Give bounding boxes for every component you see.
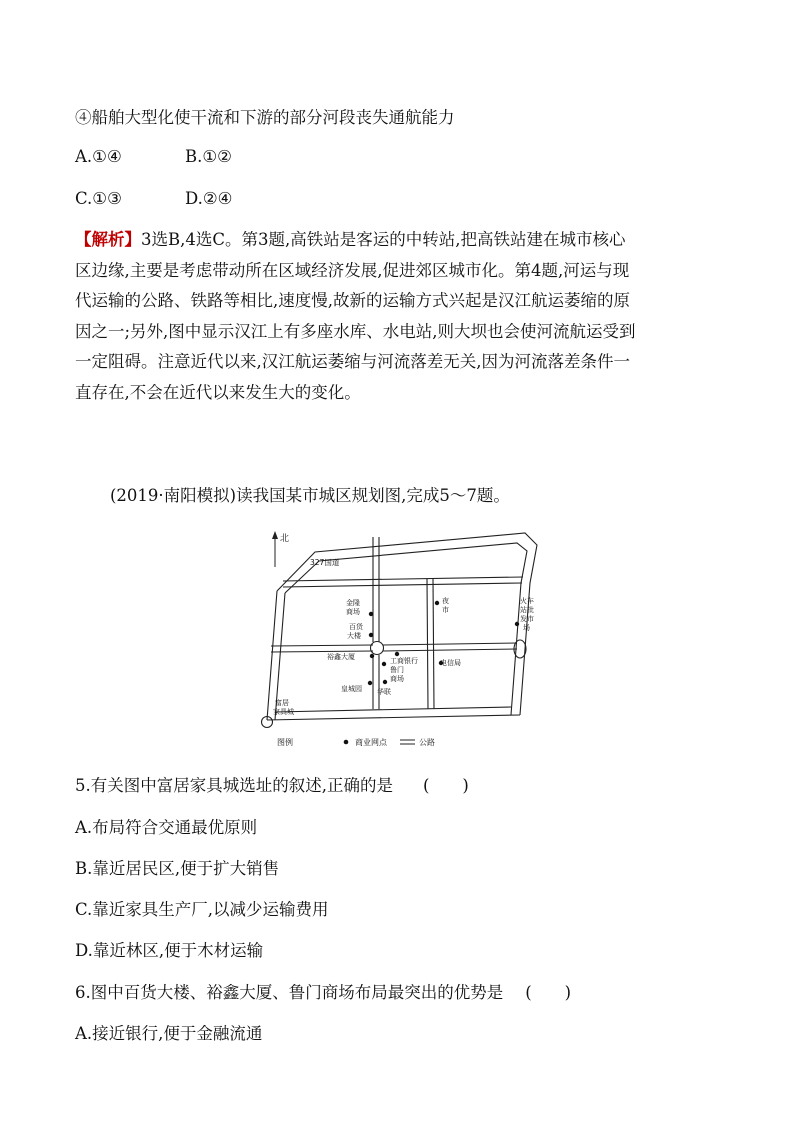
label-jinlong-1: 金隆: [346, 599, 360, 607]
analysis-line-5: 一定阻碍。注意近代以来,汉江航运萎缩与河流落差无关,因为河流落差条件一: [75, 352, 630, 371]
label-huoche-1: 火车: [520, 597, 534, 605]
label-dianxin: 电信局: [440, 659, 461, 667]
label-gongshang: 工商银行: [390, 657, 418, 665]
point-jinlong: [369, 612, 373, 616]
label-huoche-4: 场: [523, 624, 530, 632]
analysis-line-6: 直存在,不会在近代以来发生大的变化。: [75, 382, 361, 402]
label-ye-2: 市: [442, 606, 449, 614]
map-legend: [277, 737, 435, 747]
national-road-inner: [285, 543, 527, 715]
analysis-line-1: 【解析】3选B,4选C。第3题,高铁站是客运的中转站,把高铁站建在城市核心: [75, 230, 626, 249]
analysis-line-3: 代运输的公路、铁路等相比,速度慢,故新的运输方式兴起是汉江航运萎缩的原: [75, 291, 630, 310]
label-fuju-2: 家具城: [273, 708, 294, 716]
label-huoche-2: 站批: [520, 606, 534, 614]
analysis-line-4: 因之一;另外,图中显示汉江上有多座水库、水电站,则大坝也会使河流航运受到: [75, 321, 636, 341]
point-lumen: [382, 662, 386, 666]
label-ye-1: 夜: [442, 597, 449, 605]
point-yuxin: [370, 654, 374, 658]
legend-road-label: 公路: [419, 738, 435, 747]
point-baihuo: [369, 633, 373, 637]
roundabout: [371, 642, 384, 655]
point-gongshang: [395, 652, 399, 656]
north-label: 北: [280, 534, 290, 544]
label-lumen-1: 鲁门: [390, 666, 404, 674]
city-plan-map: [255, 525, 545, 753]
north-cross-road-2: [283, 583, 522, 587]
legend-point-icon: [344, 740, 349, 745]
choice-b: B.①②: [185, 147, 232, 166]
legend-point-label: 商业网点: [355, 738, 387, 747]
question-intro: (2019·南阳模拟)读我国某市城区规划图,完成5～7题。: [110, 486, 510, 505]
q5-option-b: B.靠近居民区,便于扩大销售: [75, 859, 280, 878]
point-huangcheng: [368, 681, 372, 685]
bottom-road-outer: [267, 715, 520, 720]
analysis-paragraph: [75, 225, 725, 408]
label-huoche-3: 发市: [520, 615, 534, 623]
road-name-label: 327国道: [310, 558, 340, 567]
option-4-text: ④船舶大型化使干流和下游的部分河段丧失通航能力: [75, 108, 455, 127]
choice-c: C.①③: [75, 189, 122, 208]
q6-stem: 6.图中百货大楼、裕鑫大厦、鲁门商场布局最突出的优势是 ( ): [75, 983, 572, 1002]
analysis-tag: 【解析】: [75, 230, 141, 249]
north-arrow: [272, 531, 289, 567]
q5-option-d: D.靠近林区,便于木材运输: [75, 941, 264, 960]
q5-answer-paren: ( ): [423, 776, 469, 795]
q5-stem: 5.有关图中富居家具城选址的叙述,正确的是 ( ): [75, 776, 469, 795]
label-huanglian: 华联: [377, 688, 391, 696]
point-huanglian: [383, 680, 387, 684]
q6-option-a: A.接近银行,便于金融流通: [75, 1024, 263, 1043]
north-cross-road-1: [283, 577, 523, 581]
analysis-line-2: 区边缘,主要是考虑带动所在区域经济发展,促进郊区城市化。第4题,河运与现: [75, 260, 630, 280]
main-road-west-2: [271, 651, 373, 652]
label-yuxin: 裕鑫大厦: [327, 653, 355, 661]
q5-option-c: C.靠近家具生产厂,以减少运输费用: [75, 900, 329, 919]
label-huangcheng: 皇城园: [341, 685, 362, 693]
main-road-west-1: [271, 645, 373, 646]
label-baihuo-1: 百货: [349, 623, 363, 631]
label-baihuo-2: 大楼: [347, 632, 361, 640]
label-fuju-1: 富居: [275, 699, 289, 707]
main-road-east-2: [383, 649, 517, 651]
east-vertical-1: [427, 579, 428, 709]
east-vertical-2: [433, 579, 434, 709]
label-lumen-2: 商场: [390, 675, 404, 683]
legend-title: 图例: [277, 738, 293, 747]
label-jinlong-2: 商场: [346, 608, 360, 616]
main-road-east-1: [383, 643, 517, 645]
choice-d: D.②④: [185, 189, 233, 208]
q6-answer-paren: ( ): [525, 983, 572, 1002]
choice-a: A.①④: [75, 147, 122, 166]
q5-option-a: A.布局符合交通最优原则: [75, 818, 258, 837]
point-huoche: [515, 622, 519, 626]
bottom-road-inner: [275, 707, 511, 712]
point-yeshi: [435, 601, 439, 605]
choice-row-1: [75, 147, 232, 166]
choice-row-2: [75, 189, 232, 208]
